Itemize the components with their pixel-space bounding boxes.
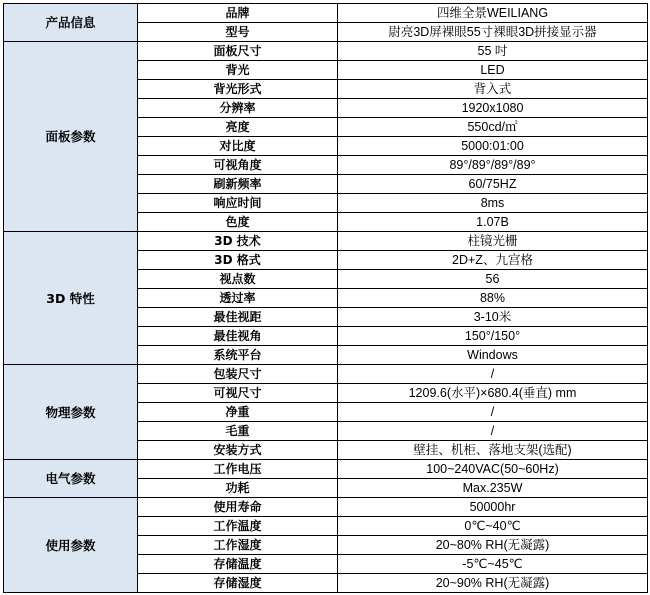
spec-label: 安装方式	[138, 441, 338, 460]
spec-value: 1920x1080	[338, 99, 648, 118]
spec-label: 背光	[138, 61, 338, 80]
spec-row	[4, 232, 648, 251]
spec-row	[4, 42, 648, 61]
group-header: 产品信息	[4, 4, 138, 42]
spec-label: 响应时间	[138, 194, 338, 213]
spec-value: 56	[338, 270, 648, 289]
spec-value: 20~90% RH(无凝露)	[338, 574, 648, 593]
spec-row	[4, 460, 648, 479]
spec-value: 壁挂、机柜、落地支架(选配)	[338, 441, 648, 460]
spec-label: 工作电压	[138, 460, 338, 479]
spec-label: 可视尺寸	[138, 384, 338, 403]
spec-label: 功耗	[138, 479, 338, 498]
spec-value: Windows	[338, 346, 648, 365]
spec-label: 包装尺寸	[138, 365, 338, 384]
spec-label: 可视角度	[138, 156, 338, 175]
spec-value: 89°/89°/89°/89°	[338, 156, 648, 175]
spec-label: 最佳视角	[138, 327, 338, 346]
spec-label: 亮度	[138, 118, 338, 137]
spec-value: 1209.6(水平)×680.4(垂直) mm	[338, 384, 648, 403]
spec-value: 0℃~40℃	[338, 517, 648, 536]
spec-label: 存储湿度	[138, 574, 338, 593]
spec-label: 最佳视距	[138, 308, 338, 327]
group-header: 物理参数	[4, 365, 138, 460]
spec-value: 8ms	[338, 194, 648, 213]
spec-label: 刷新频率	[138, 175, 338, 194]
spec-value: 150°/150°	[338, 327, 648, 346]
spec-label: 对比度	[138, 137, 338, 156]
spec-value: 50000hr	[338, 498, 648, 517]
spec-value: 100~240VAC(50~60Hz)	[338, 460, 648, 479]
spec-value: 20~80% RH(无凝露)	[338, 536, 648, 555]
spec-value: 3-10米	[338, 308, 648, 327]
spec-value: LED	[338, 61, 648, 80]
spec-table	[3, 3, 648, 593]
spec-value: /	[338, 365, 648, 384]
spec-value: 背入式	[338, 80, 648, 99]
spec-value: /	[338, 422, 648, 441]
spec-row	[4, 498, 648, 517]
spec-label: 3D 格式	[138, 251, 338, 270]
spec-label: 3D 技术	[138, 232, 338, 251]
spec-label: 分辨率	[138, 99, 338, 118]
spec-value: 2D+Z、九宫格	[338, 251, 648, 270]
spec-row	[4, 4, 648, 23]
spec-value: 550cd/㎡	[338, 118, 648, 137]
spec-label: 使用寿命	[138, 498, 338, 517]
spec-value: Max.235W	[338, 479, 648, 498]
group-header: 3D 特性	[4, 232, 138, 365]
spec-value: 1.07B	[338, 213, 648, 232]
spec-value: -5℃~45℃	[338, 555, 648, 574]
spec-label: 工作湿度	[138, 536, 338, 555]
group-header: 面板参数	[4, 42, 138, 232]
spec-label: 系统平台	[138, 346, 338, 365]
spec-row	[4, 365, 648, 384]
group-header: 电气参数	[4, 460, 138, 498]
group-header: 使用参数	[4, 498, 138, 593]
spec-label: 净重	[138, 403, 338, 422]
spec-label: 色度	[138, 213, 338, 232]
spec-value: 尉亮3D屏裸眼55寸裸眼3D拼接显示器	[338, 23, 648, 42]
spec-label: 背光形式	[138, 80, 338, 99]
spec-label: 透过率	[138, 289, 338, 308]
spec-value: /	[338, 403, 648, 422]
spec-label: 存储温度	[138, 555, 338, 574]
spec-label: 型号	[138, 23, 338, 42]
spec-label: 毛重	[138, 422, 338, 441]
spec-value: 88%	[338, 289, 648, 308]
spec-value: 5000:01:00	[338, 137, 648, 156]
spec-value: 四维全景WEILIANG	[338, 4, 648, 23]
spec-label: 视点数	[138, 270, 338, 289]
spec-label: 面板尺寸	[138, 42, 338, 61]
spec-table-body	[4, 4, 648, 593]
spec-label: 品牌	[138, 4, 338, 23]
spec-value: 柱镜光栅	[338, 232, 648, 251]
spec-value: 55 吋	[338, 42, 648, 61]
spec-label: 工作温度	[138, 517, 338, 536]
spec-value: 60/75HZ	[338, 175, 648, 194]
